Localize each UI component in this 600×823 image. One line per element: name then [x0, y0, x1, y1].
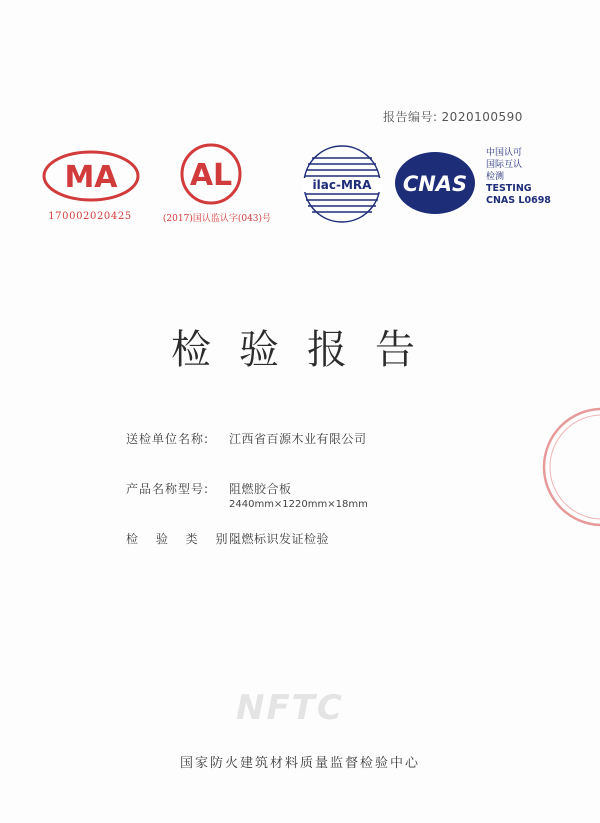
ilac-mra-logo-icon: [300, 144, 384, 226]
report-number-value: 2020100590: [441, 110, 523, 124]
product-spec: 2440mm×1220mm×18mm: [229, 499, 368, 510]
cma-logo-icon: [42, 150, 140, 202]
cnas-line: 国际互认: [486, 160, 523, 170]
ilac-mra-logo-text: ilac-MRA: [312, 178, 372, 192]
nftc-watermark: NFTC: [236, 688, 344, 728]
cnas-accreditation-text: [486, 147, 551, 207]
seal-stamp-icon: [540, 402, 600, 532]
report-number: [383, 108, 523, 125]
cal-logo-text: AL: [189, 158, 233, 193]
cnas-logo-text: CNAS: [402, 172, 468, 196]
cal-code: (2017)国认监认字(043)号: [162, 214, 272, 224]
cma-logo-text: MA: [64, 160, 118, 195]
issuing-organization: 国家防火建筑材料质量监督检验中心: [179, 756, 420, 771]
cnas-line: 检测: [486, 172, 505, 182]
inspection-type-label: 检 验 类 别:: [126, 532, 246, 546]
client-value: 江西省百源木业有限公司: [229, 432, 367, 446]
inspection-type-value: 阻燃标识发证检验: [229, 532, 330, 546]
cnas-line: TESTING: [486, 183, 532, 194]
cnas-line: CNAS L0698: [486, 195, 551, 206]
product-label: 产品名称型号:: [126, 482, 210, 496]
cnas-line: 中国认可: [486, 148, 523, 158]
client-label: 送检单位名称:: [126, 432, 210, 446]
product-value: 阻燃胶合板: [229, 482, 292, 496]
cnas-logo-icon: [393, 150, 477, 216]
document-title: 检验报告: [171, 327, 443, 373]
cal-logo-icon: [170, 142, 252, 206]
report-number-label: 报告编号:: [383, 110, 438, 124]
cma-code: 170002020425: [48, 211, 132, 222]
